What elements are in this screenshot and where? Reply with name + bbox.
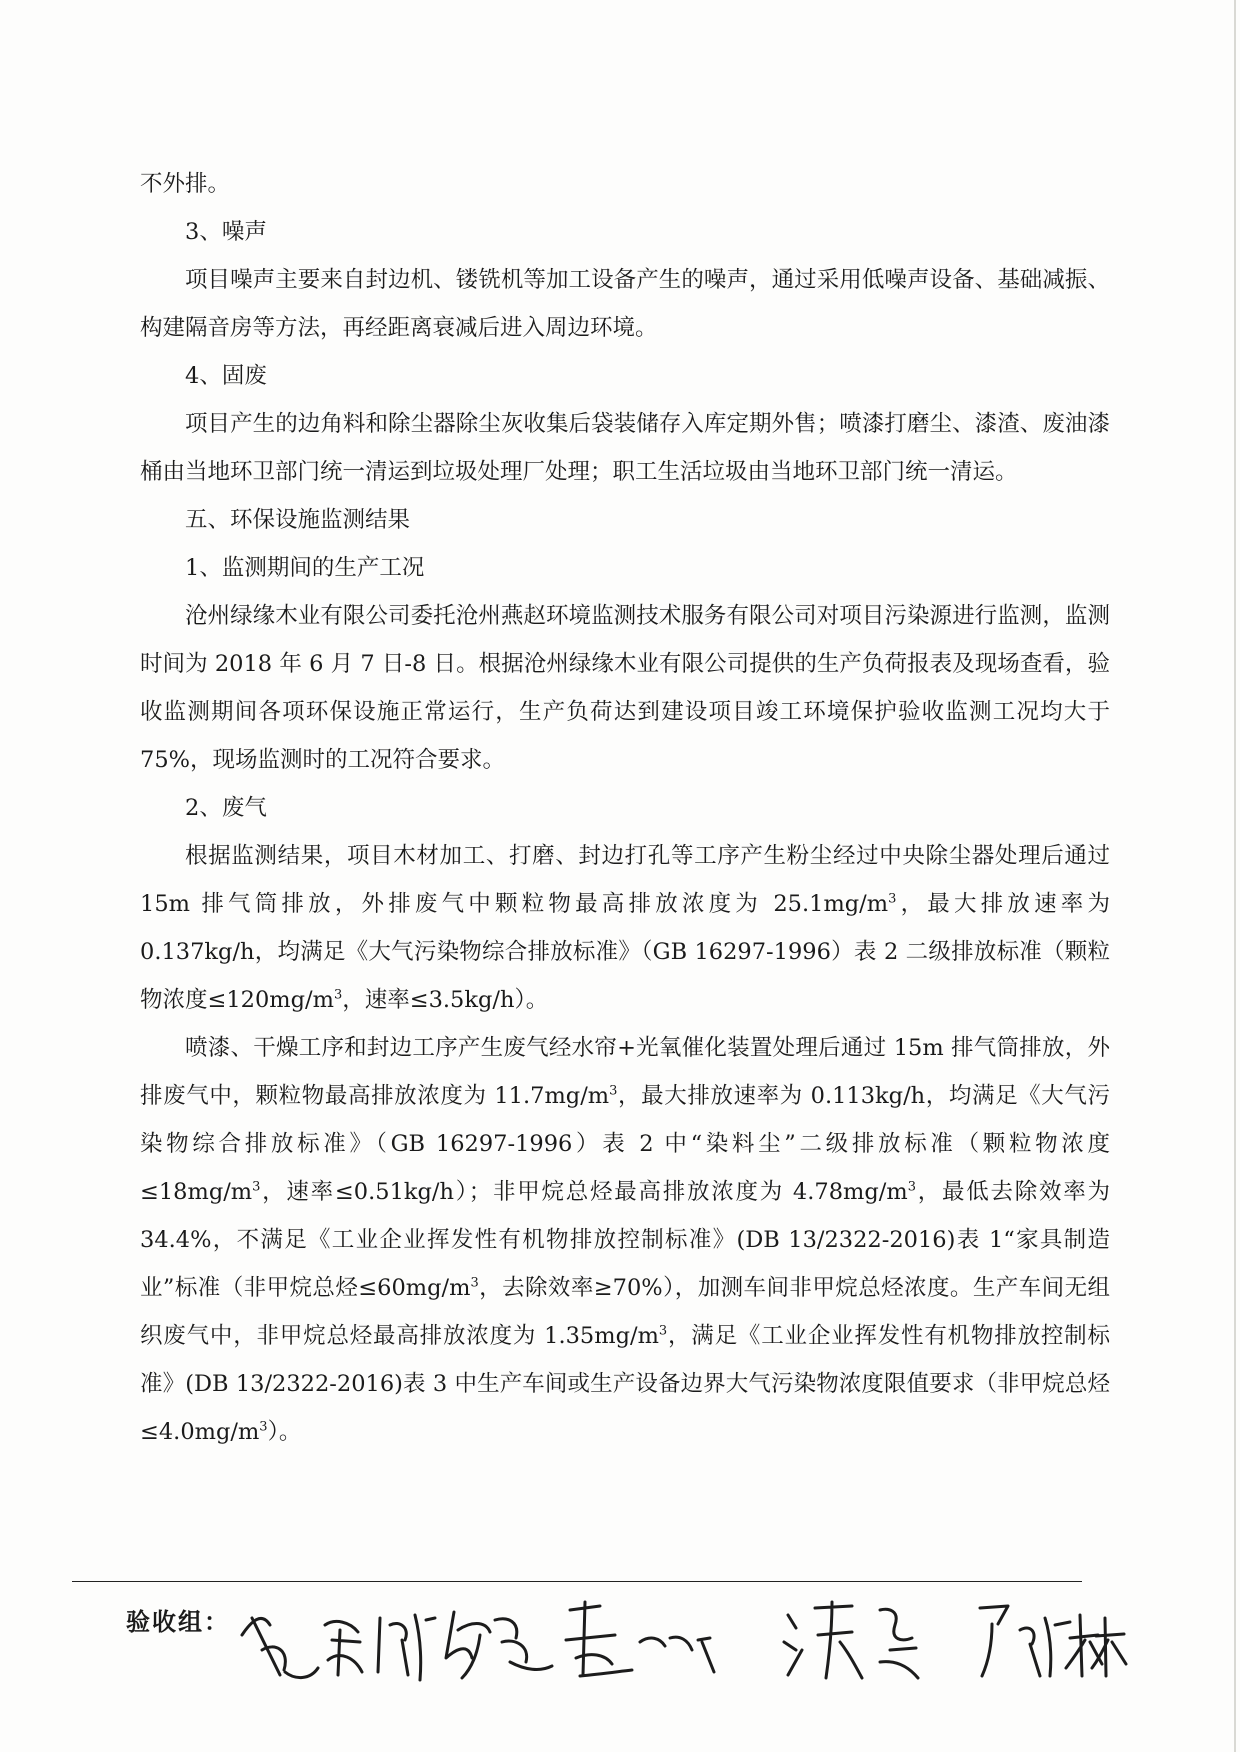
signature-3	[566, 1602, 714, 1676]
paragraph-exhaust-painting: 喷漆、干燥工序和封边工序产生废气经水帘+光氧催化装置处理后通过 15m 排气筒排放，外排废气中，颗粒物最高排放浓度为 $11.7mg/m^3$，最大排放速率为 0.113kg/h，均满足《大气污染物综合排放标准》（GB 16297-1996）表 2 中“染料尘”二级排放标准（颗粒物浓度$\le 18mg/m^3$，速率≤0.51kg/h）；非甲烷总烃最高排放浓度为 $4.78mg/m^3$，最低去除效率为 34.4%，不满足《工业企业挥发性有机物排放控制标准》(DB 13/2322-2016)表 1“家具制造业”标准（非甲烷总烃$\le 60mg/m^3$，去除效率≥70%），加测车间非甲烷总烃浓度。生产车间无组织废气中，非甲烷总烃最高排放浓度为 $1.35mg/m^3$，满足《工业企业挥发性有机物排放控制标准》(DB 13/2322-2016)表 3 中生产车间或生产设备边界大气污染物浓度限值要求（非甲烷总烃$\le 4.0mg/m^3$）。	[140, 1035, 1110, 1445]
paragraph-tail: 不外排。	[140, 171, 231, 197]
signature-2	[446, 1612, 552, 1678]
section-heading-monitoring: 五、环保设施监测结果	[185, 507, 411, 533]
paragraph-solid-waste: 项目产生的边角料和除尘器除尘灰收集后袋装储存入库定期外售；喷漆打磨尘、漆渣、废油漆桶由当地环卫部门统一清运到垃圾处理厂处理；职工生活垃圾由当地环卫部门统一清运。	[140, 411, 1110, 485]
heading-exhaust-gas: 2、废气	[185, 795, 267, 821]
paragraph-noise: 项目噪声主要来自封边机、镂铣机等加工设备产生的噪声，通过采用低噪声设备、基础减振、构建隔音房等方法，再经距离衰减后进入周边环境。	[140, 267, 1110, 341]
paragraph-production-conditions: 沧州绿缘木业有限公司委托沧州燕赵环境监测技术服务有限公司对项目污染源进行监测，监测时间为 2018 年 6 月 7 日-8 日。根据沧州绿缘木业有限公司提供的生产负荷报表及现场查看，验收监测期间各项环保设施正常运行，生产负荷达到建设项目竣工环境保护验收监测工况均大于 75%，现场监测时的工况符合要求。	[140, 603, 1110, 773]
heading-noise: 3、噪声	[185, 219, 267, 245]
signature-5	[980, 1606, 1126, 1676]
signature-1	[242, 1615, 435, 1680]
document-body	[140, 160, 1110, 1456]
handwritten-signatures	[240, 1580, 1140, 1710]
paragraph-exhaust-dust: 根据监测结果，项目木材加工、打磨、封边打孔等工序产生粉尘经过中央除尘器处理后通过 15m 排气筒排放，外排废气中颗粒物最高排放浓度为 $25.1mg/m^3$，最大排放速率为 0.137kg/h，均满足《大气污染物综合排放标准》（GB 16297-1996）表 2 二级排放标准（颗粒物浓度$\le 120mg/m^3$，速率≤3.5kg/h）。	[140, 843, 1110, 1013]
acceptance-group-label: 验收组：	[126, 1607, 230, 1636]
signature-4	[784, 1602, 918, 1678]
heading-solid-waste: 4、固废	[185, 363, 267, 389]
scan-page-edge	[1234, 0, 1236, 1752]
heading-production-conditions: 1、监测期间的生产工况	[185, 555, 425, 581]
